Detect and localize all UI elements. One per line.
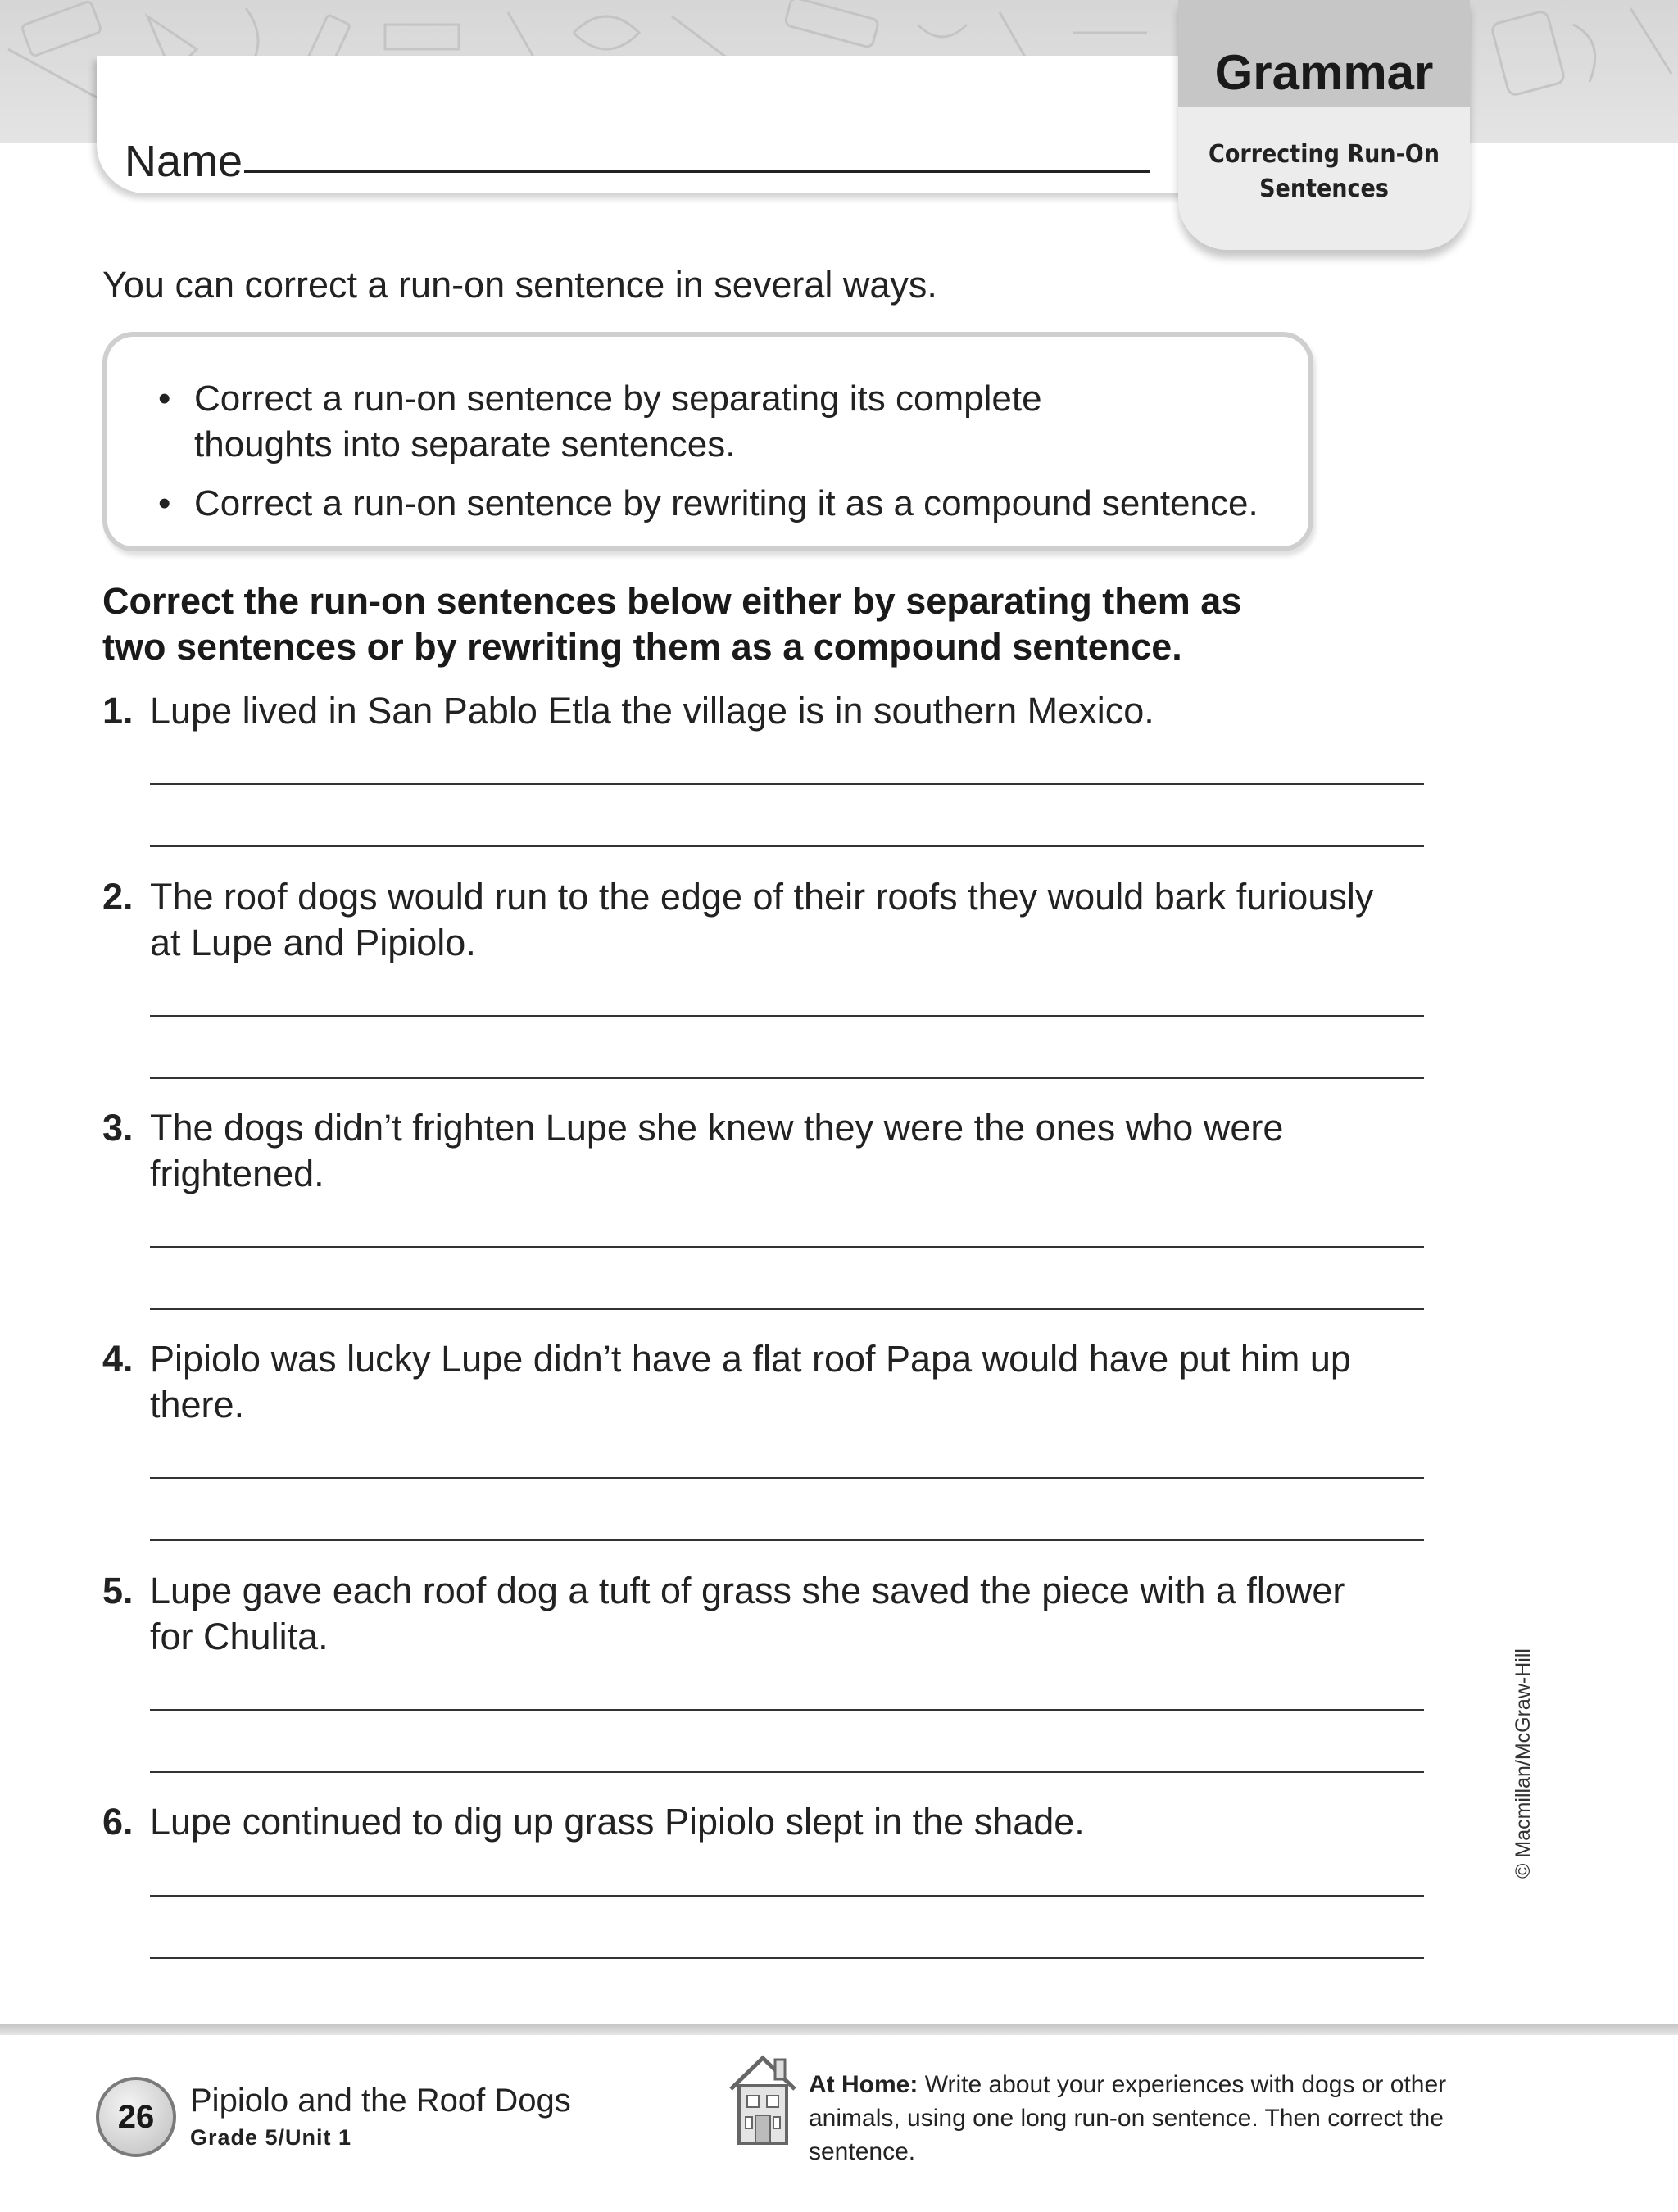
story-title: Pipiolo and the Roof Dogs [190,2083,571,2119]
exercise-item-6 [102,1799,1438,1845]
item-number: 4. [102,1338,134,1380]
answer-line[interactable] [150,1771,1424,1773]
item-text-line-2: for Chulita. [150,1616,329,1657]
at-home-text-3: sentence. [809,2138,916,2165]
item-text-line-1: The dogs didn’t frighten Lupe she knew they were the ones who were [150,1107,1284,1149]
rule-2-line-1: Correct a run-on sentence by rewriting it as a compound sentence. [194,483,1258,524]
item-text-line-2: frightened. [150,1153,324,1194]
topic-line-1: Correcting Run-On [1209,140,1440,169]
answer-line[interactable] [150,1895,1424,1897]
exercise-item-5 [102,1568,1438,1660]
instructions-line-1: Correct the run-on sentences below either by separating them as [102,580,1242,622]
item-text-line-1: Lupe continued to dig up grass Pipiolo slept in the shade. [150,1801,1085,1843]
rule-item-1 [158,376,1042,468]
answer-line[interactable] [150,1477,1424,1479]
bullet-dot: • [158,378,171,419]
item-number: 5. [102,1570,134,1611]
answer-line[interactable] [150,1539,1424,1541]
page-number: 26 [96,2077,176,2157]
footer-divider [0,2024,1678,2035]
house-icon [724,2048,802,2151]
name-write-line[interactable] [244,170,1150,173]
rule-1-line-1: Correct a run-on sentence by separating its complete [194,378,1042,419]
grammar-tab [1178,0,1470,250]
topic-line-2: Sentences [1259,175,1389,203]
subject-title: Grammar [1214,45,1434,100]
exercise-item-3 [102,1105,1438,1197]
name-panel [97,56,1195,193]
bullet-dot: • [158,483,171,524]
at-home-note [809,2068,1448,2169]
rules-box [102,332,1313,551]
item-text-line-2: there. [150,1384,245,1426]
at-home-label: At Home: [809,2071,918,2098]
exercise-item-4 [102,1336,1438,1428]
name-label: Name [125,137,243,186]
item-text-line-2: at Lupe and Pipiolo. [150,922,476,963]
copyright-notice: © Macmillan/McGraw-Hill [1512,1648,1535,1879]
instructions-line-2: two sentences or by rewriting them as a compound sentence. [102,626,1182,668]
answer-line[interactable] [150,1709,1424,1711]
answer-line[interactable] [150,1246,1424,1248]
instructions [102,578,1413,670]
item-number: 2. [102,876,134,918]
answer-line[interactable] [150,1957,1424,1959]
exercise-item-1 [102,688,1438,734]
answer-line[interactable] [150,845,1424,847]
grade-unit: Grade 5/Unit 1 [190,2125,352,2150]
answer-line[interactable] [150,1015,1424,1017]
at-home-line-1 [809,2068,1448,2101]
item-text-line-1: Pipiolo was lucky Lupe didn’t have a flat roof Papa would have put him up [150,1338,1351,1380]
answer-line[interactable] [150,1308,1424,1310]
item-number: 1. [102,690,134,732]
at-home-text-1: Write about your experiences with dogs or other [924,2071,1447,2098]
answer-line[interactable] [150,1077,1424,1079]
intro-text: You can correct a run-on sentence in several ways. [102,264,937,306]
rule-1-line-2: thoughts into separate sentences. [194,424,736,465]
item-number: 6. [102,1801,134,1843]
exercise-item-2 [102,874,1438,966]
rule-item-2 [158,481,1258,527]
answer-line[interactable] [150,783,1424,785]
item-text-line-1: The roof dogs would run to the edge of their roofs they would bark furiously [150,876,1374,918]
at-home-text-2: animals, using one long run-on sentence. Then correct the [809,2105,1444,2132]
item-number: 3. [102,1107,134,1149]
item-text-line-1: Lupe lived in San Pablo Etla the village is in southern Mexico. [150,690,1154,732]
item-text-line-1: Lupe gave each roof dog a tuft of grass she saved the piece with a flower [150,1570,1345,1611]
topic-title [1178,138,1470,206]
